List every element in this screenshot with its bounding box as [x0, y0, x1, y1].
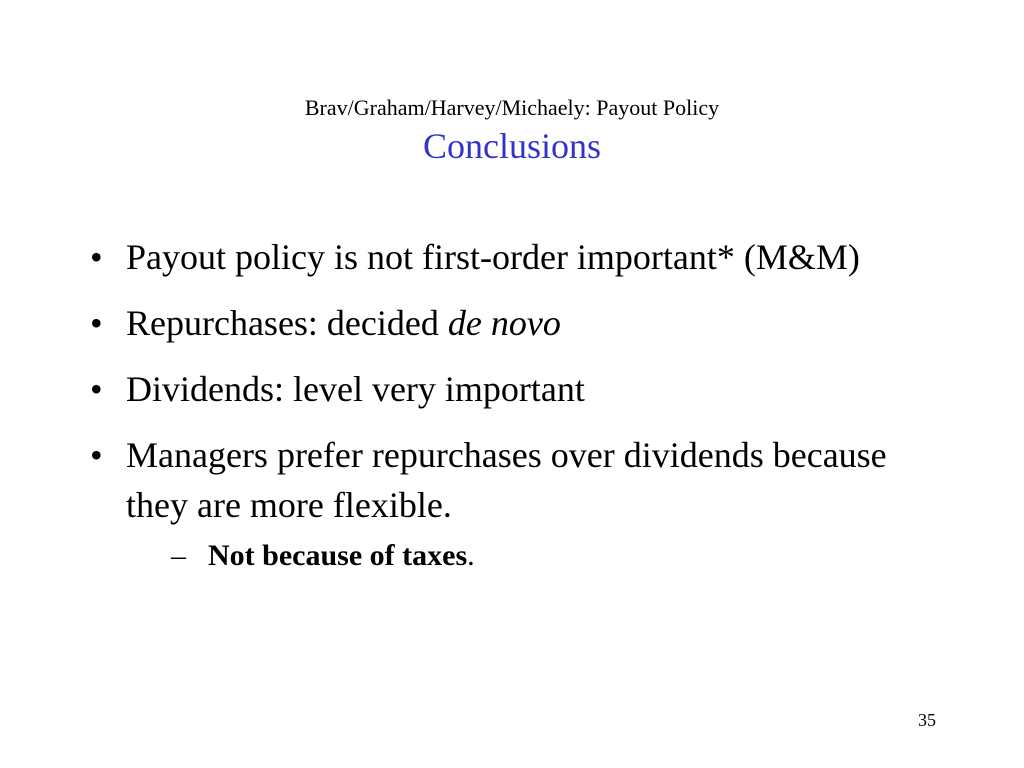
bullet-text: Dividends: level very important: [126, 369, 585, 409]
bullet-marker: •: [90, 369, 103, 409]
sub-bullet-trailing: .: [467, 539, 475, 572]
sub-bullet-item-taxes: [90, 534, 950, 578]
bullet-text: Managers prefer repurchases over dividends because they are more flexible.: [126, 435, 887, 525]
slide-number: 35: [918, 710, 936, 730]
slide-title: Conclusions: [422, 126, 601, 166]
bullet-item-managers: [90, 430, 950, 530]
bullet-emphasis: de novo: [447, 303, 561, 343]
bullet-item-repurchases: [90, 298, 950, 348]
bullet-marker: •: [90, 303, 103, 343]
bullet-marker: •: [90, 237, 103, 277]
bullet-item-payout-policy: [90, 232, 950, 282]
bullet-marker: •: [90, 435, 103, 475]
sub-bullet-bold-text: Not because of taxes: [208, 539, 468, 572]
bullet-text: Repurchases: decided: [126, 303, 448, 343]
bullet-item-dividends: [90, 364, 950, 414]
slide-header: [0, 92, 1024, 168]
bullet-text: Payout policy is not first-order important* (M&M): [126, 237, 860, 277]
sub-bullet-marker: –: [171, 539, 186, 572]
slide-subtitle: Brav/Graham/Harvey/Michaely: Payout Policy: [304, 95, 720, 120]
bullet-list: [90, 232, 950, 578]
